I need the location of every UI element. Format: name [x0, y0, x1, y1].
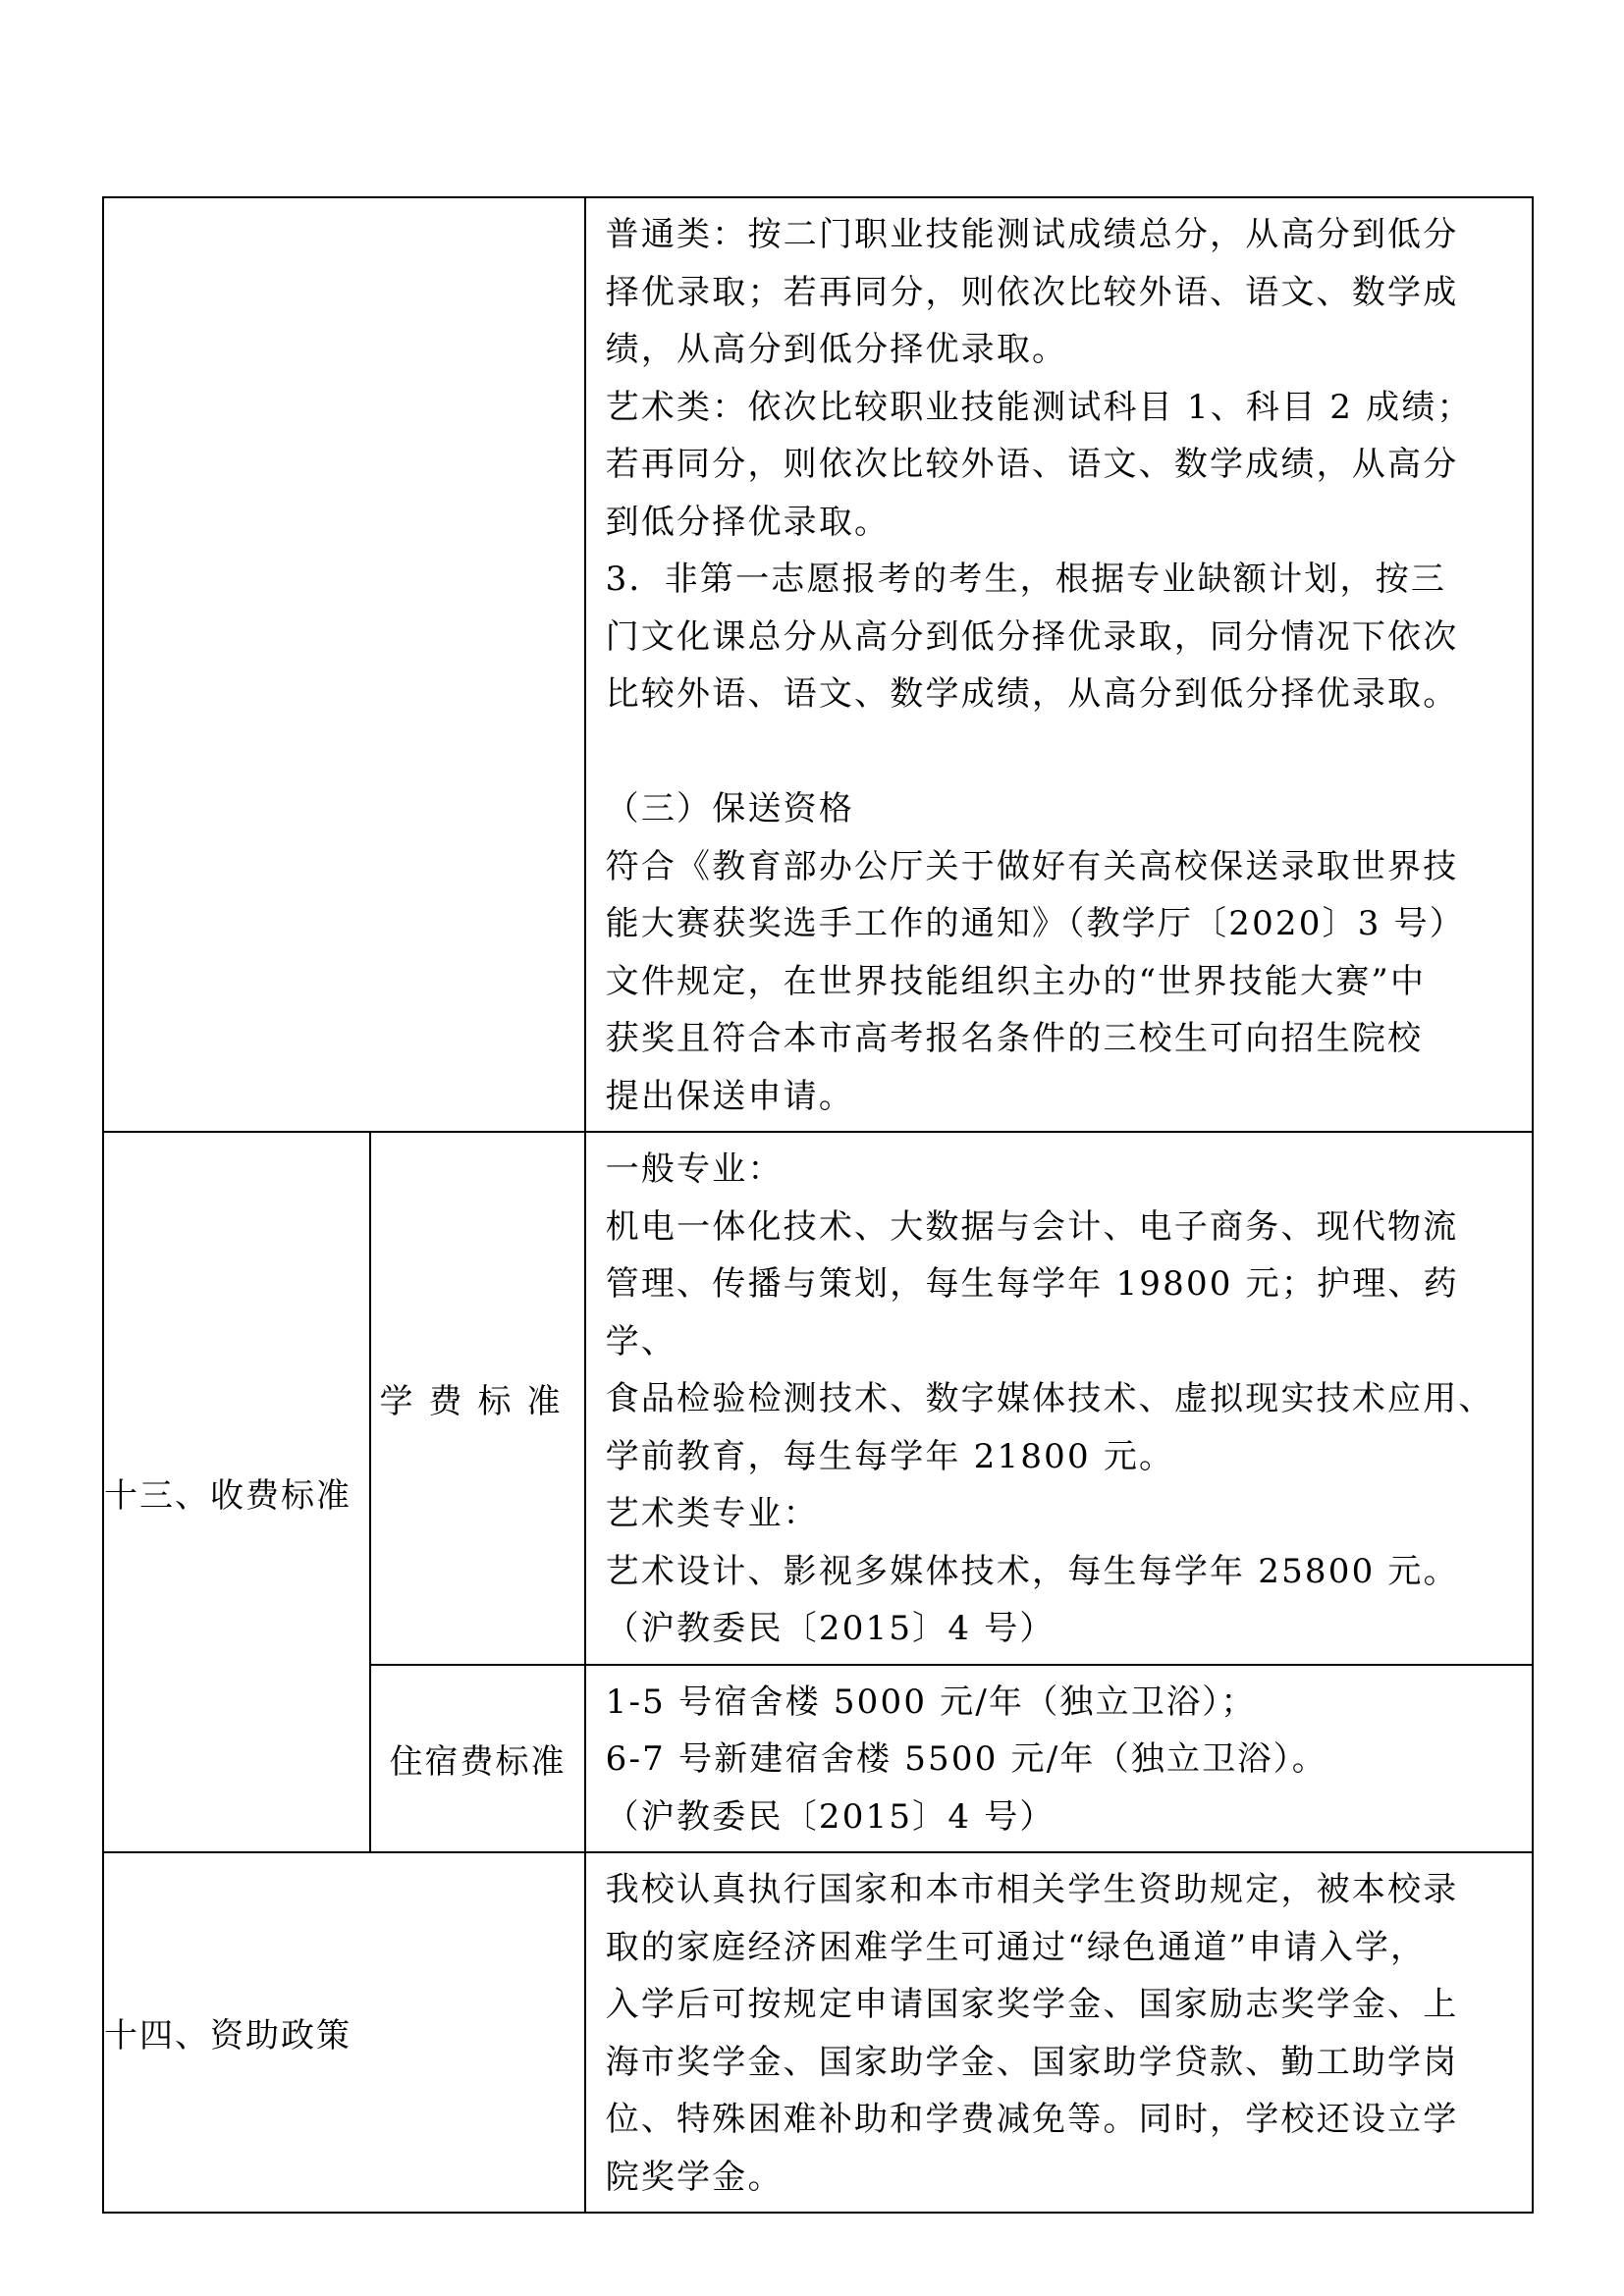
text-line: 择优录取；若再同分，则依次比较外语、语文、数学成: [605, 272, 1459, 312]
admission-rules-cell: [585, 197, 1533, 1132]
blank-line: [606, 723, 1522, 781]
text-line: 学前教育，每生每学年 21800 元。: [605, 1436, 1175, 1476]
text-line: 管理、传播与策划，每生每学年 19800 元；护理、药学、: [605, 1264, 1459, 1362]
continuation-row: [103, 197, 1533, 1132]
text-line: 机电一体化技术、大数据与会计、电子商务、现代物流: [605, 1206, 1459, 1247]
tuition-row: [103, 1132, 1533, 1665]
text-line: 比较外语、语文、数学成绩，从高分到低分择优录取。: [605, 674, 1459, 714]
text-line: 提出保送申请。: [605, 1076, 855, 1116]
fees-section-label: 十三、收费标准: [103, 1132, 370, 1852]
text-line: 普通类：按二门职业技能测试成绩总分，从高分到低分: [605, 215, 1459, 254]
text-line: 3．非第一志愿报考的考生，根据专业缺额计划，按三: [605, 560, 1447, 599]
continuation-label-cell: [103, 197, 585, 1132]
text-line: 入学后可按规定申请国家奖学金、国家励志奖学金、上: [605, 1985, 1459, 2024]
text-line: 位、特殊困难补助和学费减免等。同时，学校还设立学: [605, 2100, 1459, 2139]
text-line: 获奖且符合本市高考报名条件的三校生可向招生院校: [605, 1019, 1424, 1058]
lodging-content-cell: [585, 1665, 1533, 1853]
text-line: （沪教委民〔2015〕4 号）: [605, 1796, 1056, 1837]
aid-section-label: 十四、资助政策: [103, 1852, 585, 2213]
text-line: 艺术类：依次比较职业技能测试科目 1、科目 2 成绩；: [605, 387, 1473, 427]
text-line: 海市奖学金、国家助学金、国家助学贷款、勤工助学岗: [605, 2042, 1459, 2082]
tuition-label: 学费标准: [370, 1132, 584, 1665]
text-line: 院奖学金。: [605, 2157, 784, 2197]
text-line: 艺术类专业：: [605, 1494, 819, 1533]
text-line: 到低分择优录取。: [605, 502, 891, 542]
text-line: 符合《教育部办公厅关于做好有关高校保送录取世界技: [605, 846, 1459, 886]
aid-row: [103, 1852, 1533, 2213]
admission-info-table: [102, 196, 1534, 2214]
aid-content-cell: [585, 1852, 1533, 2213]
text-line: （沪教委民〔2015〕4 号）: [605, 1609, 1056, 1648]
section-subheading: （三）保送资格: [605, 789, 855, 828]
text-line: 艺术设计、影视多媒体技术，每生每学年 25800 元。: [605, 1551, 1459, 1591]
text-line: 绩，从高分到低分择优录取。: [605, 330, 1068, 369]
text-line: 能大赛获奖选手工作的通知》（教学厅〔2020〕3 号）: [605, 904, 1466, 943]
text-line: 6-7 号新建宿舍楼 5500 元/年（独立卫浴）。: [605, 1739, 1328, 1779]
text-line: 门文化课总分从高分到低分择优录取，同分情况下依次: [605, 616, 1459, 657]
text-line: 食品检验检测技术、数字媒体技术、虚拟现实技术应用、: [605, 1379, 1494, 1418]
tuition-content-cell: [585, 1132, 1533, 1665]
lodging-label: 住宿费标准: [370, 1665, 584, 1853]
text-line: 1-5 号宿舍楼 5000 元/年（独立卫浴）；: [605, 1682, 1257, 1722]
text-line: 一般专业：: [605, 1149, 784, 1189]
text-line: 取的家庭经济困难学生可通过“绿色通道”申请入学，: [605, 1927, 1427, 1967]
text-line: 我校认真执行国家和本市相关学生资助规定，被本校录: [605, 1870, 1459, 1909]
text-line: 若再同分，则依次比较外语、语文、数学成绩，从高分: [605, 445, 1459, 484]
text-line: 文件规定，在世界技能组织主办的“世界技能大赛”中: [605, 961, 1427, 1001]
